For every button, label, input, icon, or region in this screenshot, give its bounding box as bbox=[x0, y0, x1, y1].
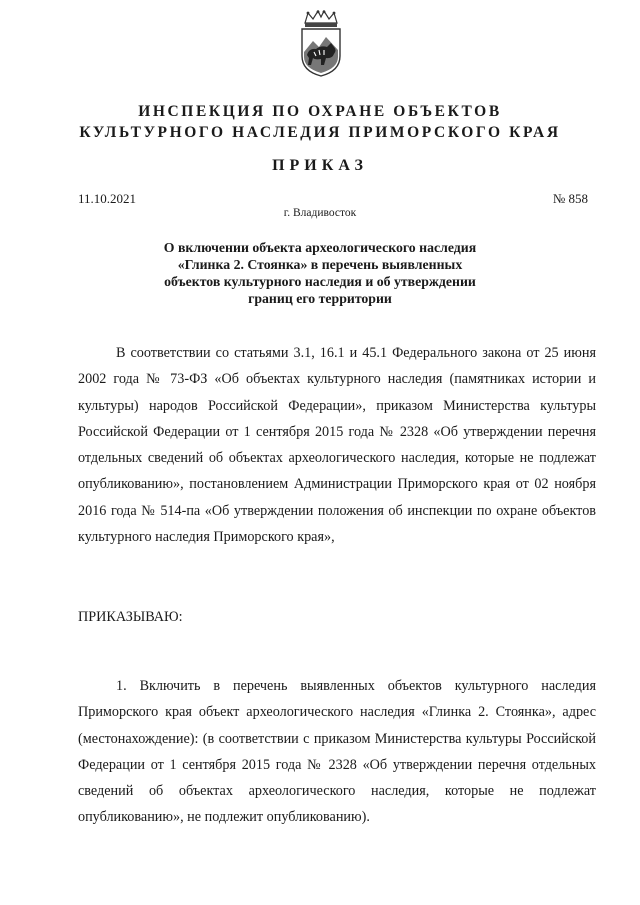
document-number: № 858 bbox=[552, 191, 588, 206]
preamble-paragraph: В соответствии со статьями 3.1, 16.1 и 45.1 Федерального закона от 25 июня 2002 года № 73-ФЗ «Об объектах культурного наследия (памятниках истории и культуры) народов Российской Федерации», приказом Министерства культуры Российской Федерации от 1 сентября 2015 года № 2328 «Об утверждении перечня отдельных сведений об объектах археологического наследия, которые не подлежат опубликованию», постановлением Администрации Приморского края от 02 ноября 2016 года № 514-па «Об утверждении положения об инспекции по охране объектов культурного наследия Приморского края», bbox=[78, 345, 596, 546]
document-date: 11.10.2021 bbox=[78, 191, 137, 206]
document-city: г. Владивосток bbox=[283, 207, 357, 219]
organization-name-line-1: ИНСПЕКЦИЯ ПО ОХРАНЕ ОБЪЕКТОВ bbox=[138, 103, 502, 120]
document-type-title: ПРИКАЗ bbox=[272, 157, 368, 174]
order-directive: ПРИКАЗЫВАЮ: bbox=[78, 609, 183, 625]
document-subject: О включении объекта археологического наследия «Глинка 2. Стоянка» в перечень выявленных объектов культурного наследия и об утверждении границ его территории bbox=[163, 240, 477, 306]
coat-of-arms-tiger-icon bbox=[296, 10, 346, 78]
order-item-1: 1. Включить в перечень выявленных объектов культурного наследия Приморского края объект археологического наследия «Глинка 2. Стоянка», адрес (местонахождение): (в соответствии с приказом Министерства культуры Российской Федерации от 1 сентября 2015 года № 2328 «Об утверждении перечня отдельных сведений об объектах археологического наследия, которые не подлежат опубликованию», не подлежит опубликованию). bbox=[78, 678, 596, 826]
organization-name-line-2: КУЛЬТУРНОГО НАСЛЕДИЯ ПРИМОРСКОГО КРАЯ bbox=[79, 124, 561, 141]
